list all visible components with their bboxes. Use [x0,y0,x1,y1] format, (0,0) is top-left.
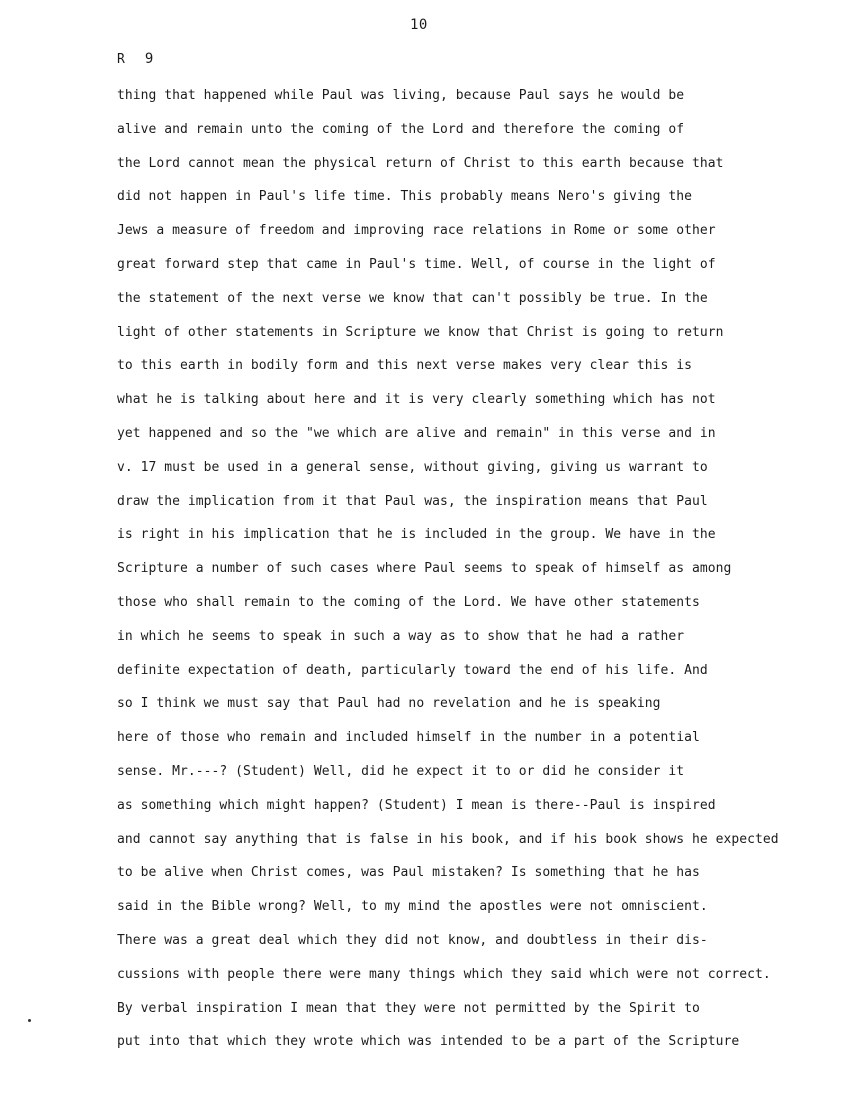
text-line: in which he seems to speak in such a way as to show that he had a rather [117,628,685,644]
text-line: sense. Mr.---? (Student) Well, did he expect it to or did he consider it [117,763,685,779]
text-line: did not happen in Paul's life time. This probably means Nero's giving the [117,189,692,205]
text-line: Scripture a number of such cases where Paul seems to speak of himself as among [117,561,732,577]
text-line: There was a great deal which they did not know, and doubtless in their dis- [117,932,708,948]
page-number: 10 [410,17,428,33]
text-line: v. 17 must be used in a general sense, without giving, giving us warrant to [117,459,708,475]
text-line: definite expectation of death, particularly toward the end of his life. And [117,662,708,678]
text-line: and cannot say anything that is false in his book, and if his book shows he expected [117,831,779,847]
text-line: what he is talking about here and it is very clearly something which has not [117,392,716,408]
text-line: here of those who remain and included himself in the number in a potential [117,730,700,746]
text-line: light of other statements in Scripture we know that Christ is going to return [117,324,724,340]
text-line: as something which might happen? (Student) I mean is there--Paul is inspired [117,797,716,813]
section-reference [117,51,155,67]
text-line: cussions with people there were many things which they said which were not correct. [117,966,771,982]
text-line: yet happened and so the "we which are alive and remain" in this verse and in [117,425,716,441]
text-line: to this earth in bodily form and this next verse makes very clear this is [117,358,692,374]
text-line: so I think we must say that Paul had no revelation and he is speaking [117,696,661,712]
text-line: Jews a measure of freedom and improving race relations in Rome or some other [117,223,716,239]
reference-number: 9 [144,51,156,67]
text-line: great forward step that came in Paul's time. Well, of course in the light of [117,256,716,272]
text-line: put into that which they wrote which was intended to be a part of the Scripture [117,1034,740,1050]
text-line: the statement of the next verse we know that can't possibly be true. In the [117,290,708,306]
text-line: draw the implication from it that Paul was, the inspiration means that Paul [117,493,708,509]
text-line: is right in his implication that he is included in the group. We have in the [117,527,716,543]
stray-ink-mark [28,1019,31,1022]
body-text [117,86,837,1066]
text-line: said in the Bible wrong? Well, to my mind the apostles were not omniscient. [117,899,708,915]
text-line: to be alive when Christ comes, was Paul mistaken? Is something that he has [117,865,700,881]
reference-letter: R [117,52,127,67]
text-line: thing that happened while Paul was living, because Paul says he would be [117,88,685,103]
text-line: the Lord cannot mean the physical return of Christ to this earth because that [117,155,724,171]
text-line: those who shall remain to the coming of the Lord. We have other statements [117,594,700,610]
text-line: By verbal inspiration I mean that they were not permitted by the Spirit to [117,1000,700,1016]
text-line: alive and remain unto the coming of the Lord and therefore the coming of [117,121,685,137]
